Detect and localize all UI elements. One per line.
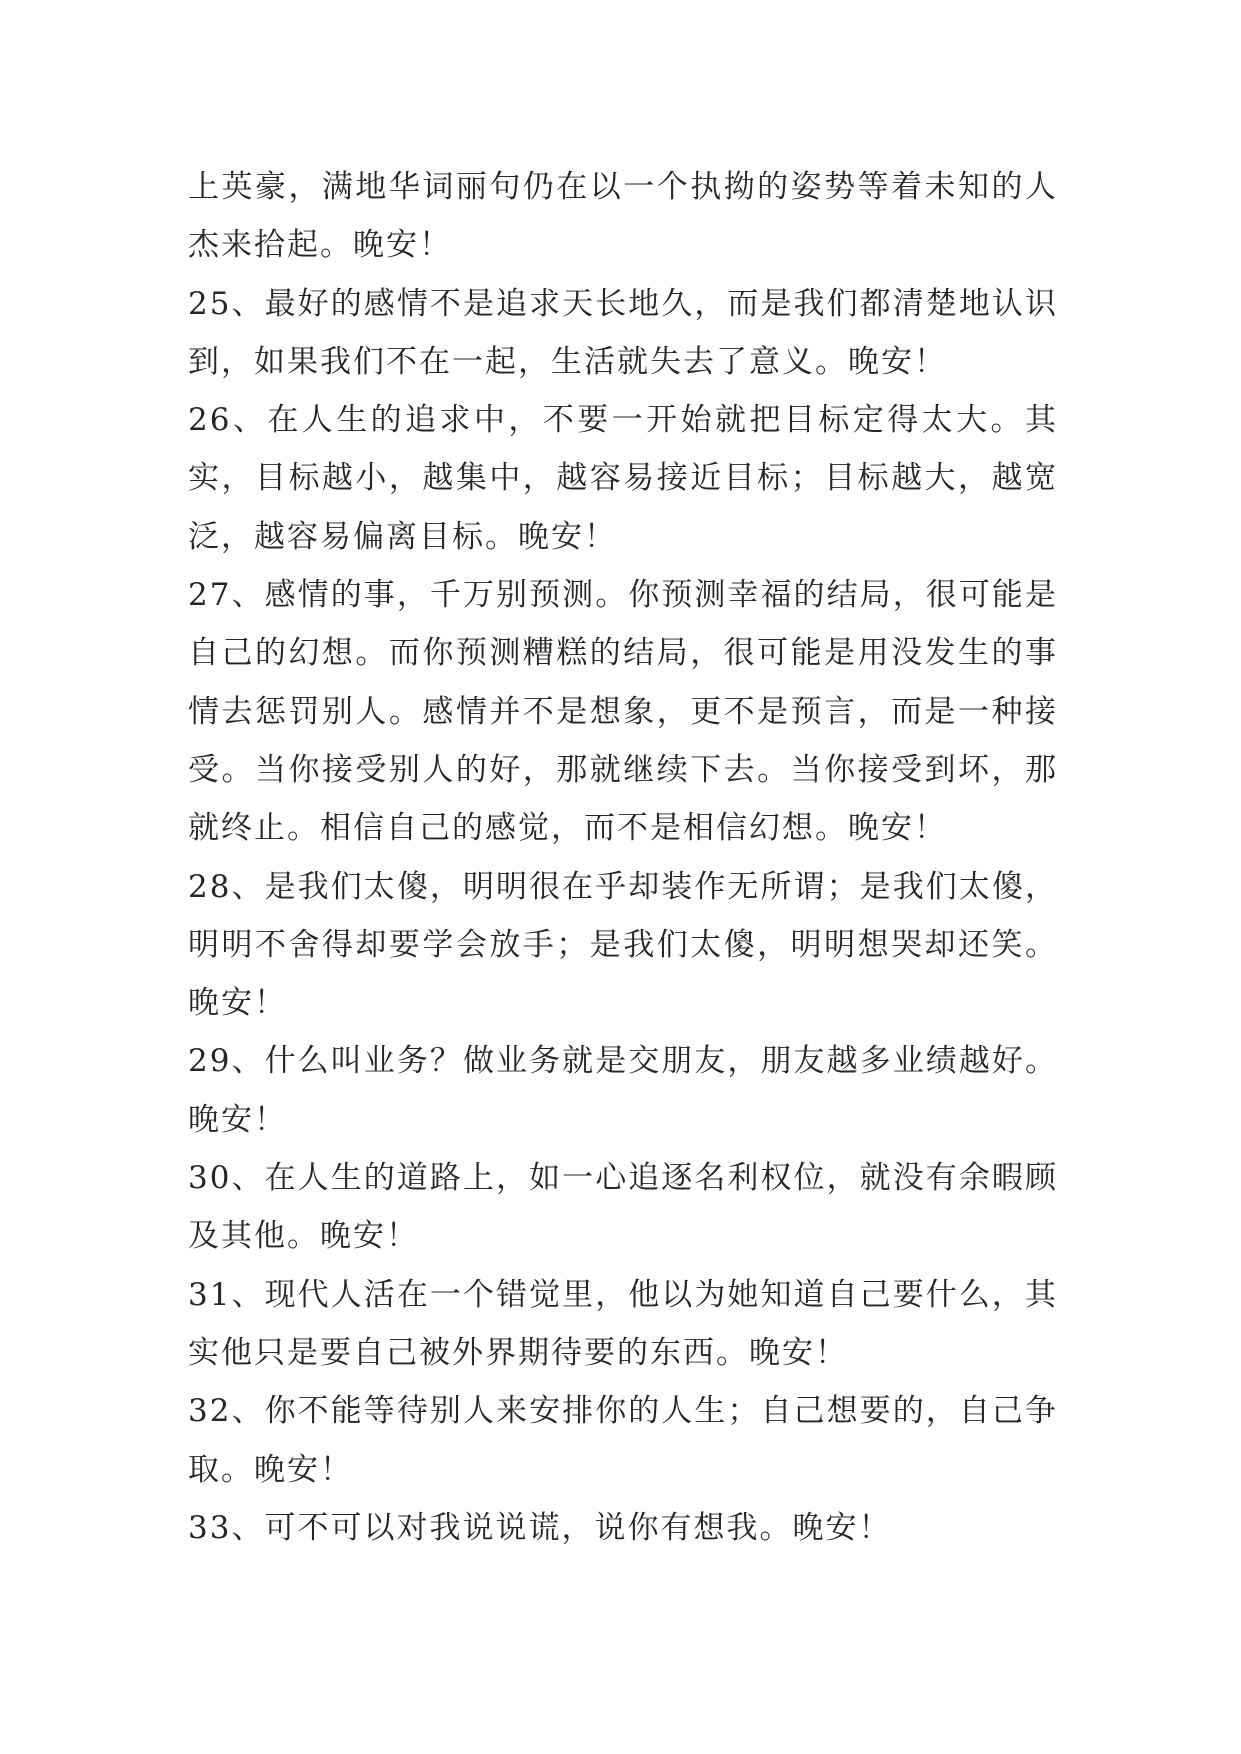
paragraph-27: 27、感情的事，千万别预测。你预测幸福的结局，很可能是自己的幻想。而你预测糟糕的结局，很可能是用没发生的事情去惩罚别人。感情并不是想象，更不是预言，而是一种接受。当你接受别人的好，那就继续下去。当你接受到坏，那就终止。相信自己的感觉，而不是相信幻想。晚安！ <box>188 577 1058 847</box>
paragraph-25: 25、最好的感情不是追求天长地久，而是我们都清楚地认识到，如果我们不在一起，生活就失去了意义。晚安！ <box>188 285 1058 380</box>
paragraph-26: 26、在人生的追求中，不要一开始就把目标定得太大。其实，目标越小，越集中，越容易接近目标；目标越大，越宽泛，越容易偏离目标。晚安！ <box>188 402 1058 555</box>
paragraph-continuation: 上英豪，满地华词丽句仍在以一个执拗的姿势等着未知的人杰来拾起。晚安！ <box>188 169 1058 264</box>
document-body <box>188 158 1058 1557</box>
paragraph-33: 33、可不可以对我说说谎，说你有想我。晚安！ <box>188 1509 892 1546</box>
paragraph-29: 29、什么叫业务？做业务就是交朋友，朋友越多业绩越好。晚安！ <box>188 1043 1058 1138</box>
paragraph-28: 28、是我们太傻，明明很在乎却装作无所谓；是我们太傻，明明不舍得却要学会放手；是我们太傻，明明想哭却还笑。晚安！ <box>188 868 1058 1022</box>
paragraph-30: 30、在人生的道路上，如一心追逐名利权位，就没有余暇顾及其他。晚安！ <box>188 1160 1058 1255</box>
paragraph-31: 31、现代人活在一个错觉里，他以为她知道自己要什么，其实他只是要自己被外界期待要的东西。晚安！ <box>188 1276 1058 1371</box>
paragraph-32: 32、你不能等待别人来安排你的人生；自己想要的，自己争取。晚安！ <box>188 1393 1058 1488</box>
